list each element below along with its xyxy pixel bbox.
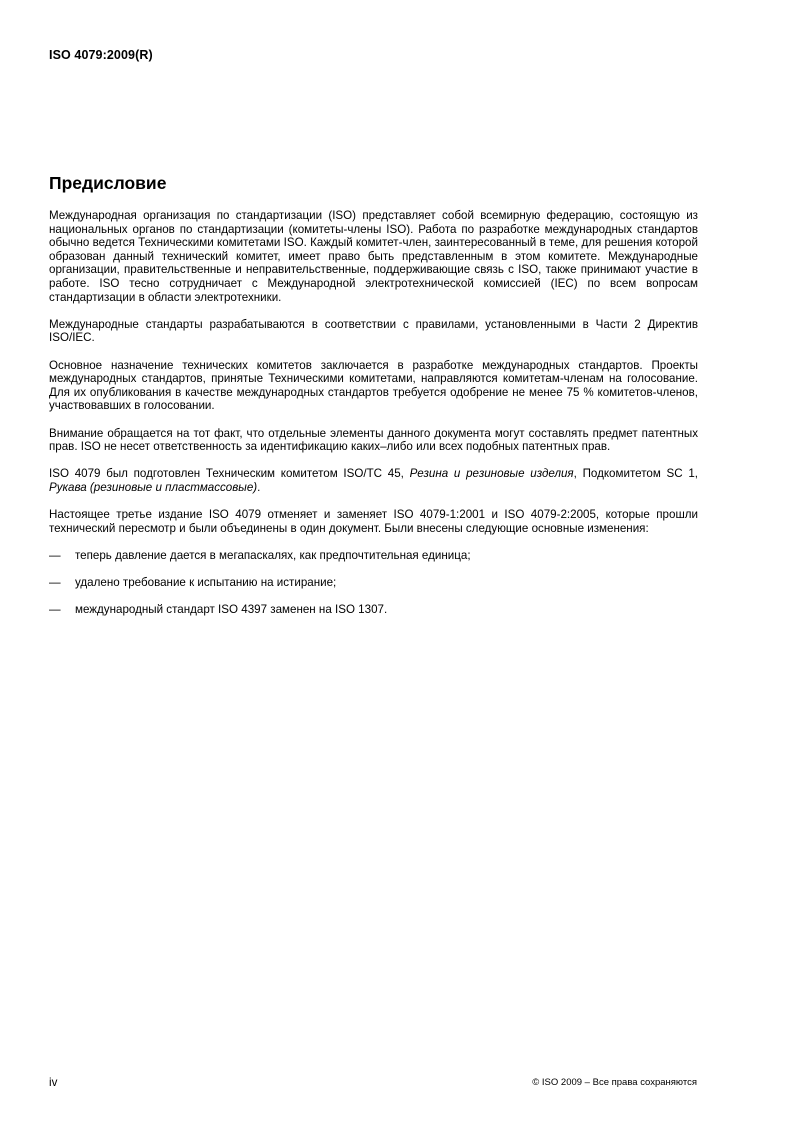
dash-bullet: —: [49, 576, 61, 590]
paragraph-technical-committees: Основное назначение технических комитетов заключается в разработке международных стандартов. Проекты международных стандартов, принятые Техническими комитетами, направляются комитетам-членам на голосование. Для их опубликования в качестве международных стандартов требуется одобрение не менее 75 % комитетов-членов, участвовавших в голосовании.: [49, 358, 698, 413]
list-item-text: теперь давление дается в мегапаскалях, как предпочтительная единица;: [75, 548, 471, 562]
paragraph-patent-notice: Внимание обращается на тот факт, что отдельные элементы данного документа могут составлять предмет патентных прав. ISO не несет ответственность за идентификацию каких–либо или всех подобных патентных прав.: [49, 426, 698, 454]
section-title: Предисловие: [49, 173, 167, 193]
list-item: [49, 576, 698, 590]
dash-bullet: —: [49, 548, 61, 562]
paragraph-iso-organization: Международная организация по стандартизации (ISO) представляет собой всемирную федерацию, состоящую из национальных органов по стандартизации (комитеты-члены ISO). Работа по разработке международных стандартов обычно ведется Техническими комитетами ISO. Каждый комитет-член, заинтересованный в теме, для решения которой образован данный технический комитет, имеет право быть представленным в этом комитете. Международные организации, правительственные и неправительственные, поддерживающие связь с ISO, также принимают участие в работе. ISO тесно сотрудничает с Международной электротехнической комиссией (IEC) по всем вопросам стандартизации в области электротехники.: [49, 209, 698, 304]
paragraph-directives: Международные стандарты разрабатываются в соответствии с правилами, установленными в Части 2 Директив ISO/IEC.: [49, 317, 698, 345]
list-item-text: международный стандарт ISO 4397 заменен на ISO 1307.: [75, 603, 388, 617]
list-item: [49, 603, 698, 617]
prepared-by-subcommittee: , Подкомитетом SC 1,: [573, 467, 699, 481]
committee-name: Резина и резиновые изделия: [409, 467, 574, 481]
prepared-by-text: ISO 4079 был подготовлен Техническим комитетом ISO/TC 45,: [49, 467, 410, 481]
changes-list: [49, 549, 698, 617]
copyright-notice: © ISO 2009 – Все права сохраняются: [532, 1077, 697, 1088]
list-item-text: удалено требование к испытанию на истирание;: [75, 576, 337, 590]
page-number: iv: [49, 1076, 58, 1089]
foreword-body: [49, 209, 698, 630]
subcommittee-name: Рукава (резиновые и пластмассовые): [49, 480, 258, 494]
dash-bullet: —: [49, 603, 61, 617]
paragraph-edition-changes: Настоящее третье издание ISO 4079 отменяет и заменяет ISO 4079-1:2001 и ISO 4079-2:2005, которые прошли технический пересмотр и были объединены в один документ. Были внесены следующие основные изменения:: [49, 508, 698, 535]
paragraph-prepared-by: [49, 467, 698, 494]
document-id: ISO 4079:2009(R): [49, 48, 153, 62]
prepared-by-end: .: [257, 480, 261, 494]
list-item: [49, 549, 698, 563]
